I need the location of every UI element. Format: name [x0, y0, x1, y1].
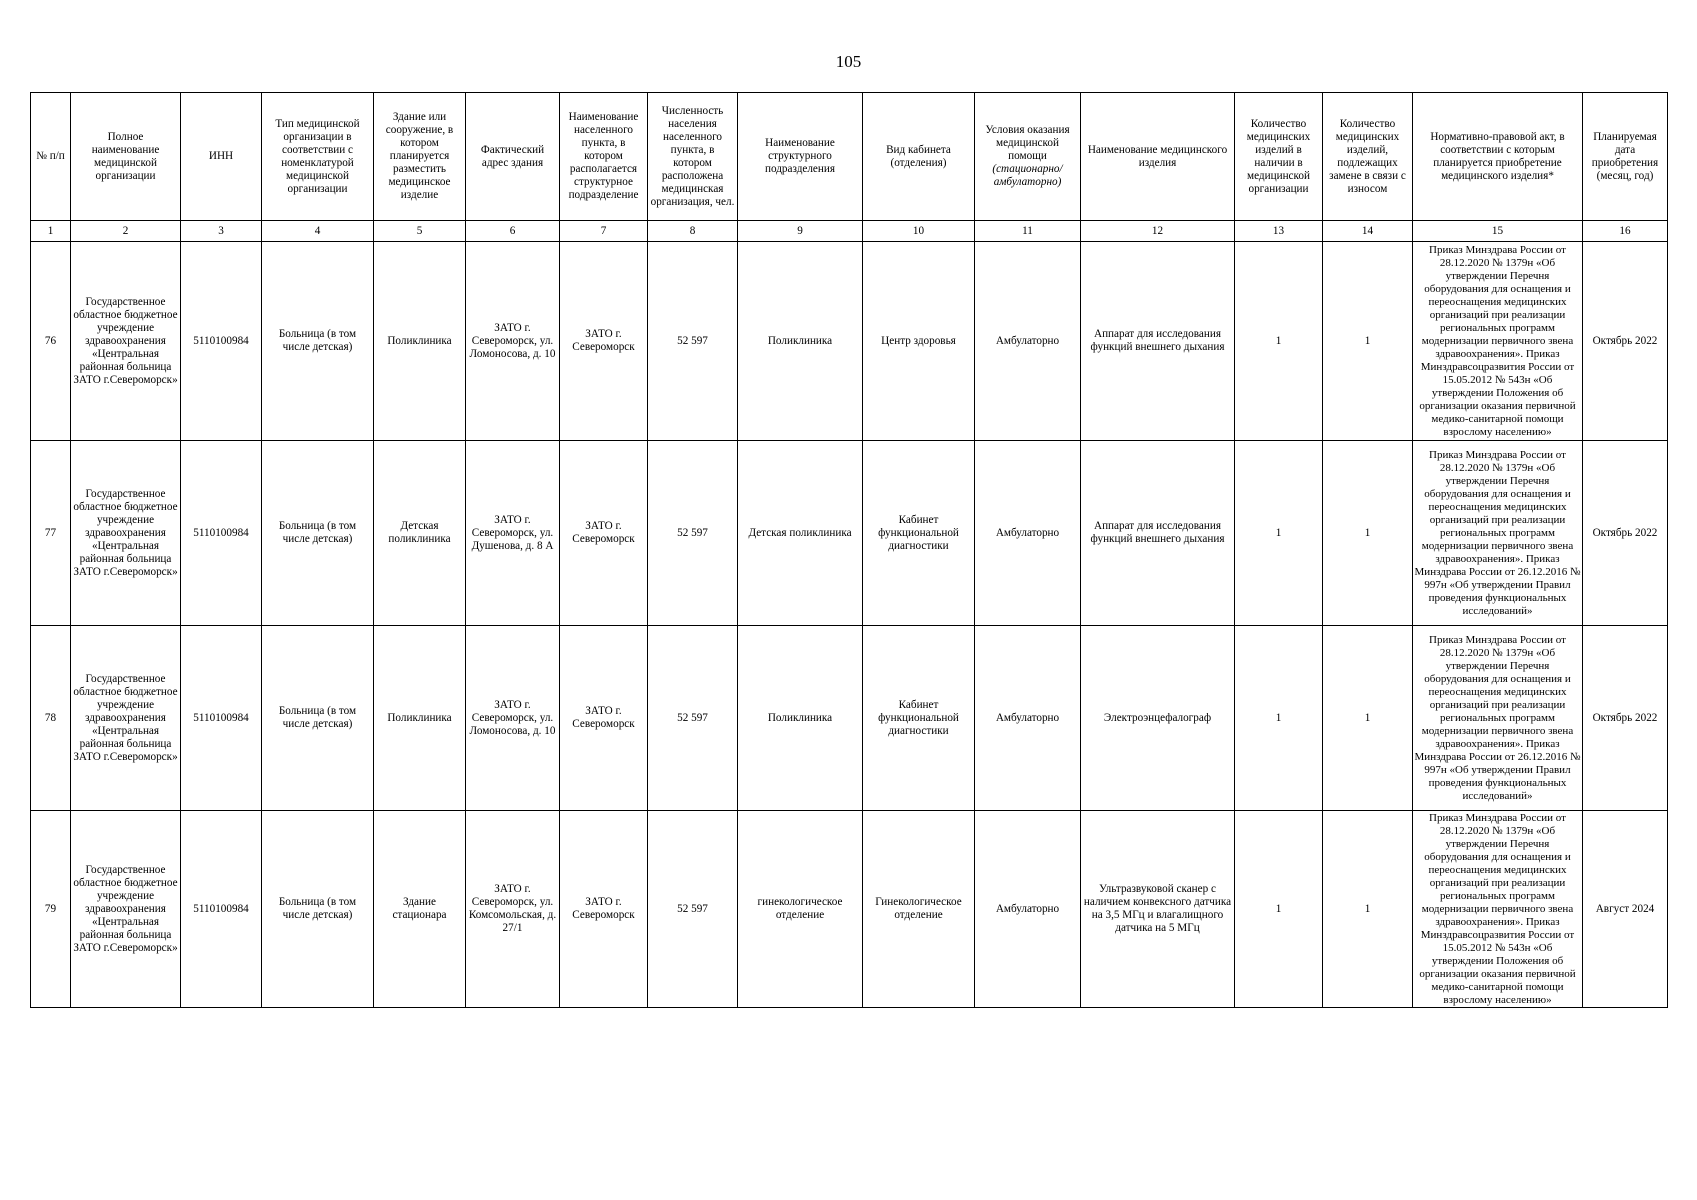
column-number: 7 [560, 221, 648, 242]
devices-to-replace: 1 [1323, 242, 1413, 441]
subdivision: Детская поликлиника [738, 441, 863, 626]
planned-date: Октябрь 2022 [1583, 242, 1668, 441]
building: Поликлиника [374, 626, 466, 811]
column-number: 5 [374, 221, 466, 242]
row-number: 77 [31, 441, 71, 626]
column-number: 4 [262, 221, 374, 242]
device-name: Электроэнцефалограф [1081, 626, 1235, 811]
device-name: Аппарат для исследования функций внешнего дыхания [1081, 242, 1235, 441]
page-number: 105 [835, 52, 862, 71]
header-cell: Фактический адрес здания [466, 93, 560, 221]
column-number: 9 [738, 221, 863, 242]
column-number: 13 [1235, 221, 1323, 242]
header-cell: Количество медицинских изделий в наличии в медицинской организации [1235, 93, 1323, 221]
locality: ЗАТО г. Североморск [560, 626, 648, 811]
column-number-row [31, 221, 1668, 242]
organization-type: Больница (в том числе детская) [262, 242, 374, 441]
locality: ЗАТО г. Североморск [560, 441, 648, 626]
cabinet-type: Кабинет функциональной диагностики [863, 626, 975, 811]
table-row [31, 626, 1668, 811]
header-row [31, 93, 1668, 221]
inn: 5110100984 [181, 626, 262, 811]
table-row [31, 242, 1668, 441]
devices-available: 1 [1235, 626, 1323, 811]
row-number: 79 [31, 811, 71, 1008]
address: ЗАТО г. Североморск, ул. Ломоносова, д. 10 [466, 242, 560, 441]
header-cell: Здание или сооружение, в котором планируется разместить медицинское изделие [374, 93, 466, 221]
legal-act: Приказ Минздрава России от 28.12.2020 № 1379н «Об утверждении Перечня оборудования для оснащения и переоснащения медицинских организаций при реализации региональных программ модернизации первичного звена здравоохранения». Приказ Минздравсоцразвития России от 15.05.2012 № 543н «Об утверждении Положения об организации оказания первичной медико-санитарной помощи взрослому населению» [1413, 242, 1583, 441]
header-conditions-italic: (стационарно/ амбулаторно) [992, 163, 1063, 188]
organization-name: Государственное областное бюджетное учреждение здравоохранения «Центральная районная больница ЗАТО г.Североморск» [71, 441, 181, 626]
header-cell: Наименование населенного пункта, в котором располагается структурное подразделение [560, 93, 648, 221]
population: 52 597 [648, 441, 738, 626]
header-cell: Вид кабинета (отделения) [863, 93, 975, 221]
planned-date: Август 2024 [1583, 811, 1668, 1008]
address: ЗАТО г. Североморск, ул. Душенова, д. 8 А [466, 441, 560, 626]
population: 52 597 [648, 811, 738, 1008]
column-number: 1 [31, 221, 71, 242]
organization-name: Государственное областное бюджетное учреждение здравоохранения «Центральная районная больница ЗАТО г.Североморск» [71, 811, 181, 1008]
locality: ЗАТО г. Североморск [560, 242, 648, 441]
cabinet-type: Кабинет функциональной диагностики [863, 441, 975, 626]
equipment-table [30, 92, 1668, 1008]
header-conditions-text: Условия оказания медицинской помощи [985, 124, 1070, 162]
devices-to-replace: 1 [1323, 441, 1413, 626]
header-cell: № п/п [31, 93, 71, 221]
organization-name: Государственное областное бюджетное учреждение здравоохранения «Центральная районная больница ЗАТО г.Североморск» [71, 242, 181, 441]
planned-date: Октябрь 2022 [1583, 626, 1668, 811]
inn: 5110100984 [181, 242, 262, 441]
subdivision: Поликлиника [738, 626, 863, 811]
care-conditions: Амбулаторно [975, 811, 1081, 1008]
header-cell: Нормативно-правовой акт, в соответствии с которым планируется приобретение медицинского изделия* [1413, 93, 1583, 221]
legal-act: Приказ Минздрава России от 28.12.2020 № 1379н «Об утверждении Перечня оборудования для оснащения и переоснащения медицинских организаций при реализации региональных программ модернизации первичного звена здравоохранения». Приказ Минздрава России от 26.12.2016 № 997н «Об утверждении Правил проведения функциональных исследований» [1413, 441, 1583, 626]
care-conditions: Амбулаторно [975, 626, 1081, 811]
devices-available: 1 [1235, 441, 1323, 626]
row-number: 76 [31, 242, 71, 441]
building: Поликлиника [374, 242, 466, 441]
devices-to-replace: 1 [1323, 811, 1413, 1008]
column-number: 3 [181, 221, 262, 242]
column-number: 8 [648, 221, 738, 242]
column-number: 11 [975, 221, 1081, 242]
row-number: 78 [31, 626, 71, 811]
column-number: 2 [71, 221, 181, 242]
planned-date: Октябрь 2022 [1583, 441, 1668, 626]
address: ЗАТО г. Североморск, ул. Ломоносова, д. 10 [466, 626, 560, 811]
header-cell: ИНН [181, 93, 262, 221]
header-cell: Наименование медицинского изделия [1081, 93, 1235, 221]
devices-available: 1 [1235, 242, 1323, 441]
building: Здание стационара [374, 811, 466, 1008]
legal-act: Приказ Минздрава России от 28.12.2020 № 1379н «Об утверждении Перечня оборудования для оснащения и переоснащения медицинских организаций при реализации региональных программ модернизации первичного звена здравоохранения». Приказ Минздрава России от 26.12.2016 № 997н «Об утверждении Правил проведения функциональных исследований» [1413, 626, 1583, 811]
organization-type: Больница (в том числе детская) [262, 811, 374, 1008]
header-cell: Количество медицинских изделий, подлежащих замене в связи с износом [1323, 93, 1413, 221]
cabinet-type: Центр здоровья [863, 242, 975, 441]
column-number: 10 [863, 221, 975, 242]
table-row [31, 441, 1668, 626]
inn: 5110100984 [181, 811, 262, 1008]
organization-name: Государственное областное бюджетное учреждение здравоохранения «Центральная районная больница ЗАТО г.Североморск» [71, 626, 181, 811]
column-number: 6 [466, 221, 560, 242]
header-cell: Тип медицинской организации в соответствии с номенклатурой медицинской организации [262, 93, 374, 221]
population: 52 597 [648, 626, 738, 811]
care-conditions: Амбулаторно [975, 441, 1081, 626]
locality: ЗАТО г. Североморск [560, 811, 648, 1008]
header-cell: Численность населения населенного пункта, в котором расположена медицинская организация, чел. [648, 93, 738, 221]
devices-to-replace: 1 [1323, 626, 1413, 811]
header-cell: Планируемая дата приобретения (месяц, год) [1583, 93, 1668, 221]
table-row [31, 811, 1668, 1008]
legal-act: Приказ Минздрава России от 28.12.2020 № 1379н «Об утверждении Перечня оборудования для оснащения и переоснащения медицинских организаций при реализации региональных программ модернизации первичного звена здравоохранения». Приказ Минздравсоцразвития России от 15.05.2012 № 543н «Об утверждении Положения об организации оказания первичной медико-санитарной помощи взрослому населению» [1413, 811, 1583, 1008]
care-conditions: Амбулаторно [975, 242, 1081, 441]
header-cell: Наименование структурного подразделения [738, 93, 863, 221]
device-name: Аппарат для исследования функций внешнего дыхания [1081, 441, 1235, 626]
header-cell: Полное наименование медицинской организации [71, 93, 181, 221]
cabinet-type: Гинекологическое отделение [863, 811, 975, 1008]
organization-type: Больница (в том числе детская) [262, 441, 374, 626]
inn: 5110100984 [181, 441, 262, 626]
organization-type: Больница (в том числе детская) [262, 626, 374, 811]
building: Детская поликлиника [374, 441, 466, 626]
devices-available: 1 [1235, 811, 1323, 1008]
header-cell-conditions [975, 93, 1081, 221]
population: 52 597 [648, 242, 738, 441]
column-number: 14 [1323, 221, 1413, 242]
subdivision: гинекологическое отделение [738, 811, 863, 1008]
address: ЗАТО г. Североморск, ул. Комсомольская, д. 27/1 [466, 811, 560, 1008]
column-number: 16 [1583, 221, 1668, 242]
column-number: 12 [1081, 221, 1235, 242]
device-name: Ультразвуковой сканер с наличием конвексного датчика на 3,5 МГц и влагалищного датчика на 5 МГц [1081, 811, 1235, 1008]
column-number: 15 [1413, 221, 1583, 242]
subdivision: Поликлиника [738, 242, 863, 441]
